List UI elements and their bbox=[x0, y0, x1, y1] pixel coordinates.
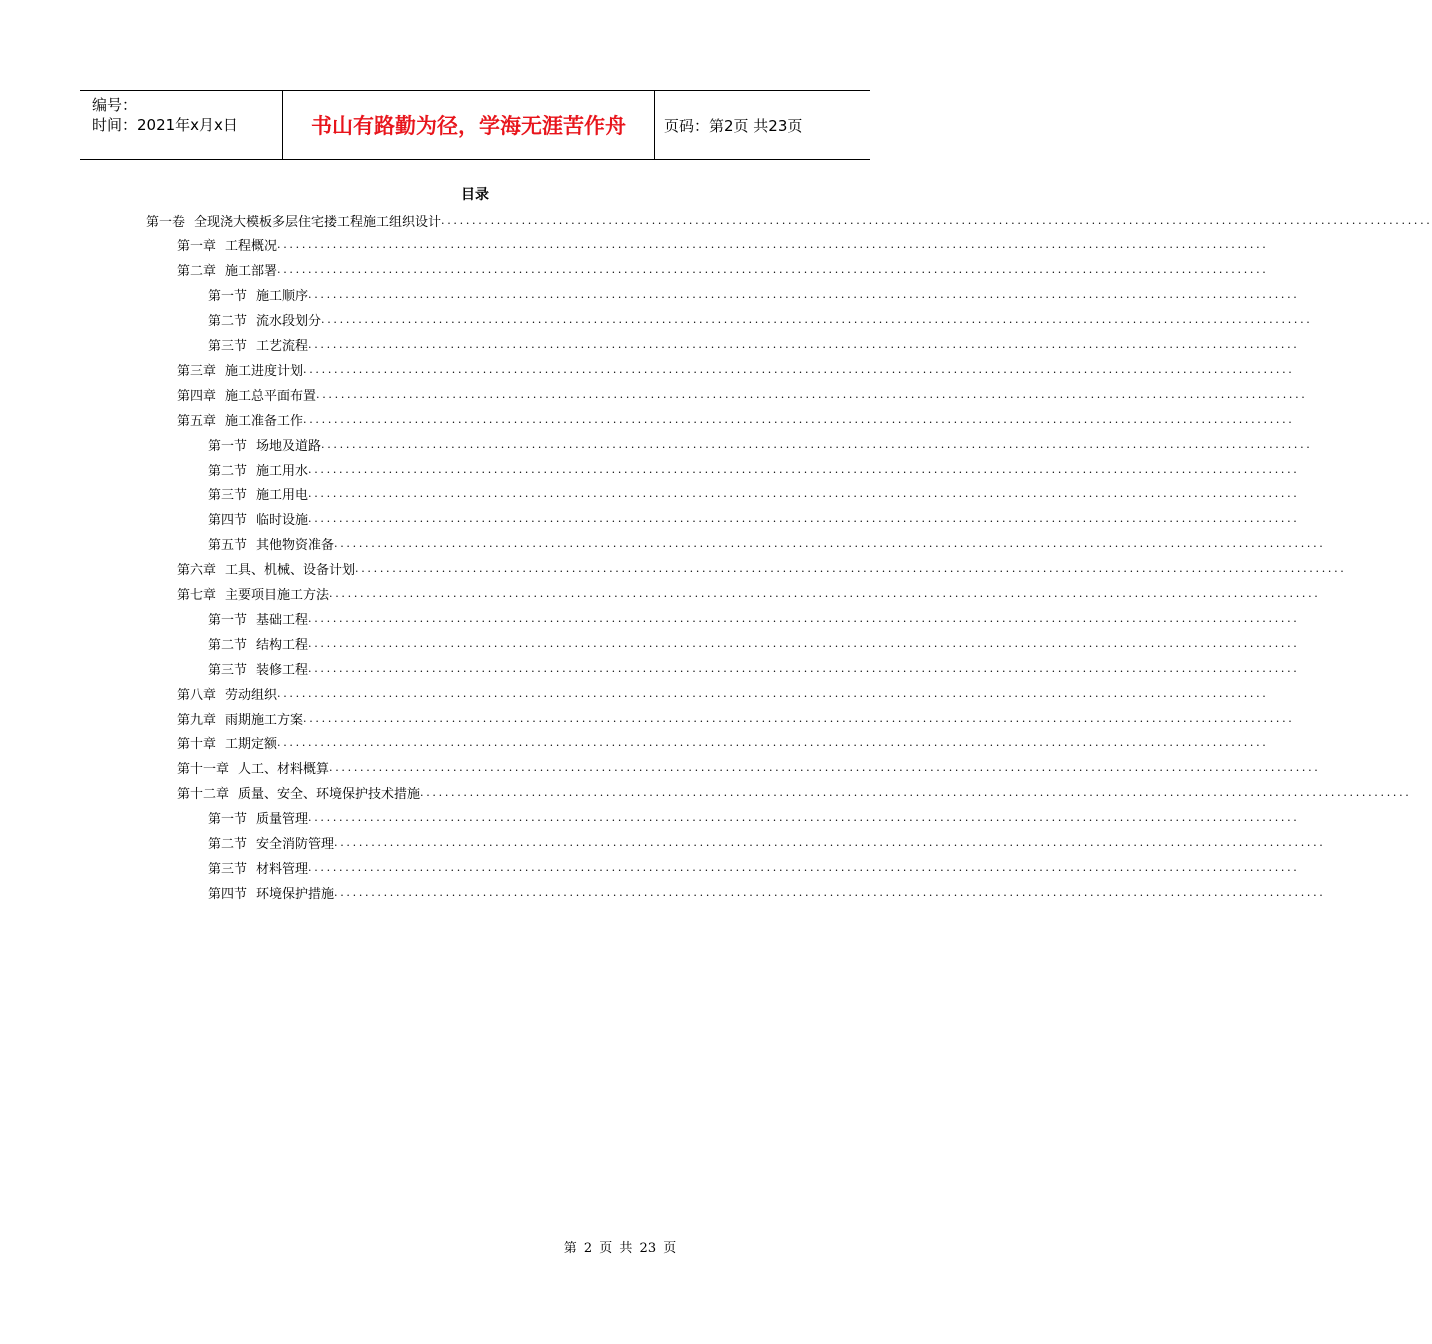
toc-entry bbox=[177, 706, 1295, 730]
toc-entry-label bbox=[146, 211, 441, 230]
toc-entry-number: 第二节 bbox=[208, 637, 248, 653]
toc-entry-label bbox=[208, 285, 308, 304]
toc-leader-dots: ................................................................................................................................................................ bbox=[277, 736, 1269, 750]
toc-entry-number: 第三节 bbox=[208, 488, 248, 504]
toc-entry-title: 环境保护措施 bbox=[256, 886, 335, 902]
toc-entry-number: 第一节 bbox=[208, 612, 248, 628]
toc-leader-dots: ................................................................................................................................................................ bbox=[321, 437, 1313, 451]
toc-leader-dots: ................................................................................................................................................................ bbox=[334, 836, 1326, 849]
toc-entry bbox=[177, 233, 1269, 257]
toc-entry-number: 第三节 bbox=[208, 662, 248, 678]
toc-leader-dots: ................................................................................................................................................................ bbox=[308, 811, 1300, 825]
toc-entry-number: 第一卷 bbox=[146, 214, 186, 230]
toc-entry-title: 施工用水 bbox=[256, 463, 309, 479]
toc-leader-dots: ................................................................................................................................................................ bbox=[308, 611, 1300, 625]
toc-entry bbox=[208, 606, 1300, 630]
header-page-info: 页码：第2页 共23页 bbox=[664, 116, 803, 135]
toc-entry-number: 第五节 bbox=[208, 538, 248, 554]
toc-entry-title: 材料管理 bbox=[256, 861, 309, 877]
toc-entry-number: 第四节 bbox=[208, 513, 248, 529]
toc-entry-number: 第八章 bbox=[177, 687, 217, 703]
toc-entry-number: 第三节 bbox=[208, 339, 248, 354]
toc-entry-title: 基础工程 bbox=[256, 612, 309, 628]
toc-leader-dots: ................................................................................................................................................................ bbox=[321, 313, 1313, 327]
toc-entry bbox=[208, 432, 1313, 456]
toc-entry-title: 雨期施工方案 bbox=[225, 712, 304, 728]
page-footer: 第 2 页 共 23 页 bbox=[563, 1241, 677, 1256]
toc-entry bbox=[208, 855, 1300, 879]
toc-entry-label bbox=[208, 310, 321, 329]
toc-entry-label bbox=[208, 335, 308, 354]
toc-entry bbox=[177, 258, 1269, 282]
serial-number-label: 编号： bbox=[92, 96, 138, 114]
toc-entry-label bbox=[208, 858, 308, 877]
toc-entry-label bbox=[177, 783, 420, 802]
toc-entry bbox=[208, 283, 1300, 307]
toc-entry bbox=[177, 681, 1269, 705]
toc-entry bbox=[146, 208, 1432, 232]
toc-entry-label bbox=[177, 410, 303, 429]
toc-leader-dots: ................................................................................................................................................................ bbox=[303, 711, 1295, 725]
header-page-info-cell bbox=[655, 91, 870, 159]
toc-entry bbox=[177, 781, 1412, 805]
toc-leader-dots: ................................................................................................................................................................ bbox=[308, 636, 1300, 650]
toc-entry bbox=[177, 756, 1321, 780]
toc-entry-label bbox=[177, 684, 277, 703]
toc-entry-number: 第十一章 bbox=[177, 762, 230, 778]
toc-entry-number: 第七章 bbox=[177, 588, 217, 603]
toc-entry-title: 人工、材料概算 bbox=[238, 762, 330, 778]
toc-leader-dots: ................................................................................................................................................................ bbox=[308, 338, 1300, 351]
toc-entry-title: 劳动组织 bbox=[225, 687, 278, 703]
toc-entry-number: 第一节 bbox=[208, 289, 248, 305]
toc-entry-label bbox=[177, 709, 303, 728]
toc-entry-number: 第一节 bbox=[208, 812, 248, 828]
toc-entry bbox=[208, 333, 1300, 357]
header-motto-cell bbox=[282, 91, 655, 159]
toc-entry bbox=[208, 656, 1300, 680]
toc-entry-title: 施工用电 bbox=[256, 488, 309, 504]
toc-entry-number: 第五章 bbox=[177, 413, 217, 429]
toc-entry-number: 第三节 bbox=[208, 861, 248, 877]
toc-entry bbox=[208, 308, 1313, 332]
toc-entry bbox=[208, 831, 1326, 855]
toc-entry bbox=[177, 407, 1295, 431]
toc-entry-label bbox=[208, 808, 308, 827]
toc-entry bbox=[208, 482, 1300, 506]
toc-entry-number: 第三章 bbox=[177, 363, 217, 379]
toc-entry-title: 工具、机械、设备计划 bbox=[225, 563, 356, 579]
toc-entry-title: 质量管理 bbox=[256, 812, 309, 828]
date-label: 时间：2021年x月x日 bbox=[92, 116, 238, 134]
toc-entry-label bbox=[208, 509, 308, 528]
toc-leader-dots: ................................................................................................................................................................ bbox=[355, 562, 1347, 576]
toc-entry-label bbox=[208, 883, 334, 902]
toc-entry-label bbox=[208, 634, 308, 653]
toc-entry-title: 施工总平面布置 bbox=[225, 388, 317, 404]
toc-entry-label bbox=[208, 435, 321, 454]
toc-entry-title: 场地及道路 bbox=[256, 438, 322, 454]
toc-leader-dots: ................................................................................................................................................................ bbox=[316, 387, 1308, 401]
toc-entry-number: 第一章 bbox=[177, 239, 217, 255]
toc-leader-dots: ................................................................................................................................................................ bbox=[334, 885, 1326, 899]
toc-leader-dots: ................................................................................................................................................................ bbox=[329, 587, 1321, 600]
toc-entry-label bbox=[177, 559, 355, 578]
toc-title: 目录 bbox=[461, 187, 489, 203]
toc-entry bbox=[208, 532, 1326, 556]
toc-leader-dots: ................................................................................................................................................................ bbox=[308, 462, 1300, 476]
toc-entry bbox=[177, 357, 1295, 381]
toc-entry-number: 第四章 bbox=[177, 388, 217, 404]
toc-entry-label bbox=[208, 534, 334, 553]
toc-entry-number: 第二章 bbox=[177, 264, 217, 280]
toc-entry-label bbox=[177, 758, 329, 777]
toc-entry-label bbox=[208, 484, 308, 503]
toc-leader-dots: ................................................................................................................................................................ bbox=[308, 288, 1300, 302]
toc-entry-title: 流水段划分 bbox=[256, 314, 322, 330]
toc-leader-dots: ................................................................................................................................................................ bbox=[303, 412, 1295, 426]
toc-entry-label bbox=[177, 385, 316, 404]
toc-entry bbox=[208, 806, 1300, 830]
toc-entry-title: 安全消防管理 bbox=[256, 837, 335, 852]
toc-entry-title: 主要项目施工方法 bbox=[225, 588, 330, 603]
toc-leader-dots: ................................................................................................................................................................ bbox=[308, 487, 1300, 501]
toc-entry-number: 第九章 bbox=[177, 712, 217, 728]
toc-leader-dots: ................................................................................................................................................................ bbox=[329, 761, 1321, 775]
header-meta bbox=[80, 91, 282, 159]
toc-leader-dots: ................................................................................................................................................................ bbox=[441, 213, 1432, 227]
toc-entry bbox=[177, 382, 1308, 406]
toc-entry-number: 第十章 bbox=[177, 737, 217, 753]
toc-entry-title: 施工准备工作 bbox=[225, 413, 304, 429]
toc-entry-number: 第二节 bbox=[208, 463, 248, 479]
toc-entry bbox=[208, 631, 1300, 655]
toc-leader-dots: ................................................................................................................................................................ bbox=[303, 362, 1295, 376]
toc-entry-number: 第四节 bbox=[208, 886, 248, 902]
toc-leader-dots: ................................................................................................................................................................ bbox=[308, 661, 1300, 675]
toc-leader-dots: ................................................................................................................................................................ bbox=[308, 512, 1300, 526]
toc-entry-title: 工艺流程 bbox=[256, 339, 309, 354]
toc-leader-dots: ................................................................................................................................................................ bbox=[308, 860, 1300, 874]
toc-leader-dots: ................................................................................................................................................................ bbox=[277, 238, 1269, 252]
toc-entry-label bbox=[208, 609, 308, 628]
toc-entry-number: 第二节 bbox=[208, 837, 248, 852]
page-header bbox=[80, 90, 870, 160]
toc-entry-title: 装修工程 bbox=[256, 662, 309, 678]
toc-entry-title: 结构工程 bbox=[256, 637, 309, 653]
toc-entry bbox=[208, 507, 1300, 531]
toc-entry-title: 其他物资准备 bbox=[256, 538, 335, 554]
toc-entry-number: 第一节 bbox=[208, 438, 248, 454]
toc-entry-label bbox=[177, 584, 329, 603]
toc-leader-dots: ................................................................................................................................................................ bbox=[334, 537, 1326, 551]
toc-entry-label bbox=[208, 460, 308, 479]
toc-entry-title: 质量、安全、环境保护技术措施 bbox=[238, 787, 421, 803]
toc-entry bbox=[208, 457, 1300, 481]
toc-entry-title: 施工进度计划 bbox=[225, 363, 304, 379]
toc-leader-dots: ................................................................................................................................................................ bbox=[277, 686, 1269, 700]
toc-entry-title: 工程概况 bbox=[225, 239, 278, 255]
toc-entry-number: 第十二章 bbox=[177, 787, 230, 803]
toc-entry-title: 施工部署 bbox=[225, 264, 278, 280]
toc-entry-label bbox=[177, 733, 277, 752]
toc-entry bbox=[177, 731, 1269, 755]
toc-entry-number: 第六章 bbox=[177, 563, 217, 579]
toc-entry-number: 第二节 bbox=[208, 314, 248, 330]
toc-entry-label bbox=[208, 659, 308, 678]
toc-entry-label bbox=[177, 260, 277, 279]
toc-entry-label bbox=[177, 360, 303, 379]
toc-leader-dots: ................................................................................................................................................................ bbox=[277, 263, 1269, 277]
toc-entry bbox=[177, 557, 1347, 581]
toc-entry bbox=[177, 582, 1321, 606]
toc-entry-title: 施工顺序 bbox=[256, 289, 309, 305]
toc-entry-label bbox=[208, 833, 334, 852]
toc-entry bbox=[208, 880, 1326, 904]
header-motto: 书山有路勤为径，学海无涯苦作舟 bbox=[311, 114, 626, 138]
toc-entry-title: 临时设施 bbox=[256, 513, 309, 529]
toc-entry-title: 工期定额 bbox=[225, 737, 278, 753]
toc-entry-title: 全现浇大模板多层住宅搂工程施工组织设计 bbox=[194, 214, 442, 230]
toc-leader-dots: ................................................................................................................................................................ bbox=[420, 786, 1412, 800]
toc-entry-label bbox=[177, 235, 277, 254]
